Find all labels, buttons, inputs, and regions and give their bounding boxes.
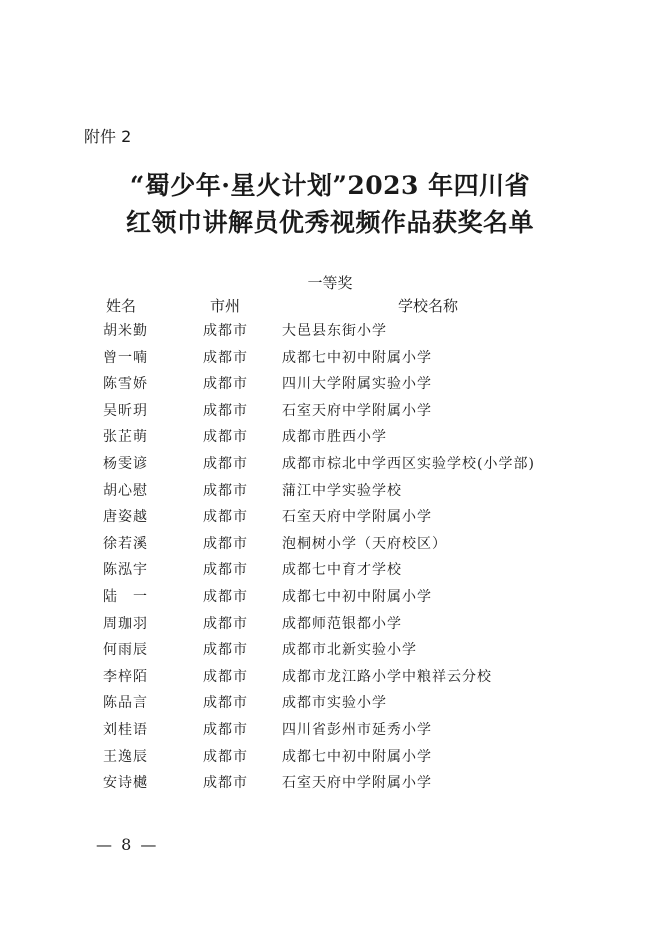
row-school: 成都七中育才学校 bbox=[282, 562, 402, 579]
page-number: — 8 — bbox=[96, 835, 159, 854]
row-school: 石室天府中学附属小学 bbox=[282, 509, 432, 526]
row-school: 四川省彭州市延秀小学 bbox=[282, 721, 432, 738]
table-row bbox=[0, 664, 660, 691]
row-school: 泡桐树小学（天府校区） bbox=[282, 535, 447, 552]
row-city: 成都市 bbox=[203, 482, 248, 499]
row-city: 成都市 bbox=[203, 588, 248, 605]
table-row bbox=[0, 371, 660, 398]
row-school: 成都市棕北中学西区实验学校(小学部) bbox=[282, 455, 535, 472]
row-city: 成都市 bbox=[203, 615, 248, 632]
row-school: 成都市龙江路小学中粮祥云分校 bbox=[282, 668, 492, 685]
row-city: 成都市 bbox=[203, 775, 248, 792]
attachment-label: 附件 2 bbox=[84, 127, 132, 146]
row-name: 曾一喃 bbox=[103, 349, 148, 366]
table-row bbox=[0, 531, 660, 558]
table-row bbox=[0, 478, 660, 505]
row-city: 成都市 bbox=[203, 376, 248, 393]
row-school: 成都市胜西小学 bbox=[282, 429, 387, 446]
table-row bbox=[0, 345, 660, 372]
row-name: 唐姿越 bbox=[103, 509, 148, 526]
prize-level-heading: 一等奖 bbox=[307, 274, 353, 292]
row-school: 成都七中初中附属小学 bbox=[282, 349, 432, 366]
row-name: 杨雯谚 bbox=[103, 455, 148, 472]
table-row bbox=[0, 744, 660, 771]
row-city: 成都市 bbox=[203, 695, 248, 712]
row-name: 张芷萌 bbox=[103, 429, 148, 446]
row-name: 何雨辰 bbox=[103, 642, 148, 659]
row-city: 成都市 bbox=[203, 748, 248, 765]
row-city: 成都市 bbox=[203, 509, 248, 526]
row-city: 成都市 bbox=[203, 535, 248, 552]
row-school: 成都市实验小学 bbox=[282, 695, 387, 712]
table-row bbox=[0, 637, 660, 664]
award-list bbox=[0, 318, 660, 797]
row-name: 李梓陌 bbox=[103, 668, 148, 685]
row-school: 成都师范银都小学 bbox=[282, 615, 402, 632]
table-row bbox=[0, 318, 660, 345]
column-header-school: 学校名称 bbox=[398, 297, 459, 315]
table-row bbox=[0, 690, 660, 717]
row-name: 陈品言 bbox=[103, 695, 148, 712]
row-city: 成都市 bbox=[203, 642, 248, 659]
row-name: 胡米勤 bbox=[103, 323, 148, 339]
table-row bbox=[0, 424, 660, 451]
column-header-city: 市州 bbox=[210, 297, 241, 315]
table-row bbox=[0, 770, 660, 797]
row-name: 徐若溪 bbox=[103, 535, 148, 552]
row-school: 成都七中初中附属小学 bbox=[282, 748, 432, 765]
row-name: 陆 一 bbox=[103, 588, 148, 605]
row-school: 成都市北新实验小学 bbox=[282, 642, 417, 659]
row-city: 成都市 bbox=[203, 455, 248, 472]
row-name: 胡心慰 bbox=[103, 482, 148, 499]
row-school: 大邑县东街小学 bbox=[282, 323, 387, 339]
row-name: 周珈羽 bbox=[103, 615, 148, 632]
row-name: 吴昕玥 bbox=[103, 402, 148, 419]
row-school: 石室天府中学附属小学 bbox=[282, 402, 432, 419]
table-row bbox=[0, 611, 660, 638]
document-title-line-2: 红领巾讲解员优秀视频作品获奖名单 bbox=[125, 208, 534, 237]
column-header-name: 姓名 bbox=[106, 297, 137, 315]
row-school: 成都七中初中附属小学 bbox=[282, 588, 432, 605]
row-city: 成都市 bbox=[203, 721, 248, 738]
table-row bbox=[0, 451, 660, 478]
row-name: 安诗樾 bbox=[103, 775, 148, 792]
table-row bbox=[0, 717, 660, 744]
row-name: 刘桂语 bbox=[103, 721, 148, 738]
row-name: 陈雪娇 bbox=[103, 376, 148, 393]
row-city: 成都市 bbox=[203, 562, 248, 579]
row-city: 成都市 bbox=[203, 668, 248, 685]
row-school: 四川大学附属实验小学 bbox=[282, 376, 432, 393]
table-row bbox=[0, 584, 660, 611]
row-city: 成都市 bbox=[203, 349, 248, 366]
table-row bbox=[0, 398, 660, 425]
table-row bbox=[0, 504, 660, 531]
document-title-line-1: “蜀少年·星火计划”2023 年四川省 bbox=[129, 171, 531, 200]
row-school: 石室天府中学附属小学 bbox=[282, 775, 432, 792]
table-row bbox=[0, 557, 660, 584]
row-name: 陈泓宇 bbox=[103, 562, 148, 579]
row-city: 成都市 bbox=[203, 323, 248, 339]
row-school: 蒲江中学实验学校 bbox=[282, 482, 402, 499]
row-city: 成都市 bbox=[203, 429, 248, 446]
row-name: 王逸辰 bbox=[103, 748, 148, 765]
row-city: 成都市 bbox=[203, 402, 248, 419]
